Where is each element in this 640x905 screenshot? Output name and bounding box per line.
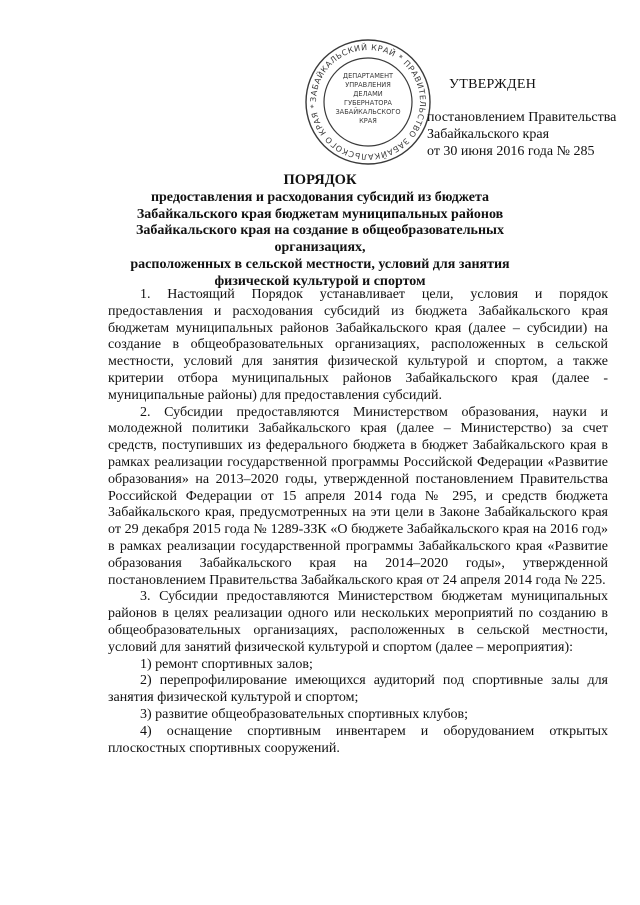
approval-line-2: Забайкальского края xyxy=(427,127,550,142)
paragraph-2: 2. Субсидии предоставляются Министерством образования, науки и молодежной политики Забайкальского края (далее – Министерство) за счет средств, поступивших из федерального бюджета в бюджет Забайкальского края в рамках реализации государственной программы Российской Федерации «Развитие образования» на 2013–2020 годы, утвержденной постановлением Правительства Российской Федерации от 15 апреля 2014 года № 295, и средств бюджета Забайкальского края, предусмотренных на эти цели в Законе Забайкальского края от 29 декабря 2015 года № 1289-ЗЗК «О бюджете Забайкальского края на 2016 год» в рамках реализации государственной программы Забайкальского края «Развитие образования Забайкальского края на 2014–2020 годы», утвержденной постановлением Правительства Забайкальского края от 24 апреля 2014 года № 225. xyxy=(108,404,608,588)
list-item-3: 3) развитие общеобразовательных спортивных клубов; xyxy=(140,706,468,722)
official-stamp xyxy=(302,36,434,168)
heading-line-3: Забайкальского края на создание в общеобразовательных организациях, xyxy=(136,223,504,256)
svg-text:ЗАБАЙКАЛЬСКОГО: ЗАБАЙКАЛЬСКОГО xyxy=(335,108,401,116)
document-title: ПОРЯДОК xyxy=(283,172,357,188)
svg-text:УПРАВЛЕНИЯ: УПРАВЛЕНИЯ xyxy=(345,81,391,89)
document-body xyxy=(108,287,608,757)
heading-line-1: предоставления и расходования субсидий из бюджета xyxy=(150,189,490,205)
svg-text:ЗАБАЙКАЛЬСКИЙ КРАЙ * ПРАВИТЕЛЬ: ЗАБАЙКАЛЬСКИЙ КРАЙ * ПРАВИТЕЛЬСТВО ЗАБАЙКАЛЬСКОГО КРАЯ * xyxy=(308,42,428,162)
approval-line-3: от 30 июня 2016 года № 285 xyxy=(427,144,595,159)
svg-text:КРАЯ: КРАЯ xyxy=(359,117,377,125)
svg-text:ДЕЛАМИ: ДЕЛАМИ xyxy=(353,90,383,98)
list-item-1: 1) ремонт спортивных залов; xyxy=(140,656,313,672)
list-item-2: 2) перепрофилирование имеющихся аудиторий под спортивные залы для занятия физической культурой и спортом; xyxy=(108,673,608,706)
svg-text:ДЕПАРТАМЕНТ: ДЕПАРТАМЕНТ xyxy=(342,72,394,80)
paragraph-1: 1. Настоящий Порядок устанавливает цели, условия и порядок предоставления и расходования субсидий из бюджета Забайкальского края бюджетам муниципальных районов Забайкальского края (далее – субсидии) на создание в общеобразовательных организациях, расположенных в сельской местности, условий для занятия физической культурой и спортом, а также критерии отбора муниципальных районов Забайкальского края (далее - муниципальные районы) для предоставления субсидий. xyxy=(108,287,608,403)
list-item-4: 4) оснащение спортивным инвентарем и оборудованием открытых плоскостных спортивных сооружений. xyxy=(108,723,608,756)
heading-line-2: Забайкальского края бюджетам муниципальных районов xyxy=(136,206,504,222)
svg-text:ГУБЕРНАТОРА: ГУБЕРНАТОРА xyxy=(344,99,392,107)
approval-block xyxy=(427,76,637,160)
stamp-seal-icon xyxy=(302,36,434,168)
paragraph-3: 3. Субсидии предоставляются Министерством бюджетам муниципальных районов в целях реализации одного или нескольких мероприятий по созданию в общеобразовательных организациях, расположенных в сельской местности, условий для занятий физической культурой и спортом (далее – мероприятия): xyxy=(108,589,608,655)
approved-label: УТВЕРЖДЕН xyxy=(449,77,537,92)
approval-line-1: постановлением Правительства xyxy=(427,110,617,125)
heading-line-4: расположенных в сельской местности, условий для занятия xyxy=(130,256,510,272)
document-heading xyxy=(90,172,550,291)
heading-line-5: физической культурой и спортом xyxy=(214,273,426,289)
